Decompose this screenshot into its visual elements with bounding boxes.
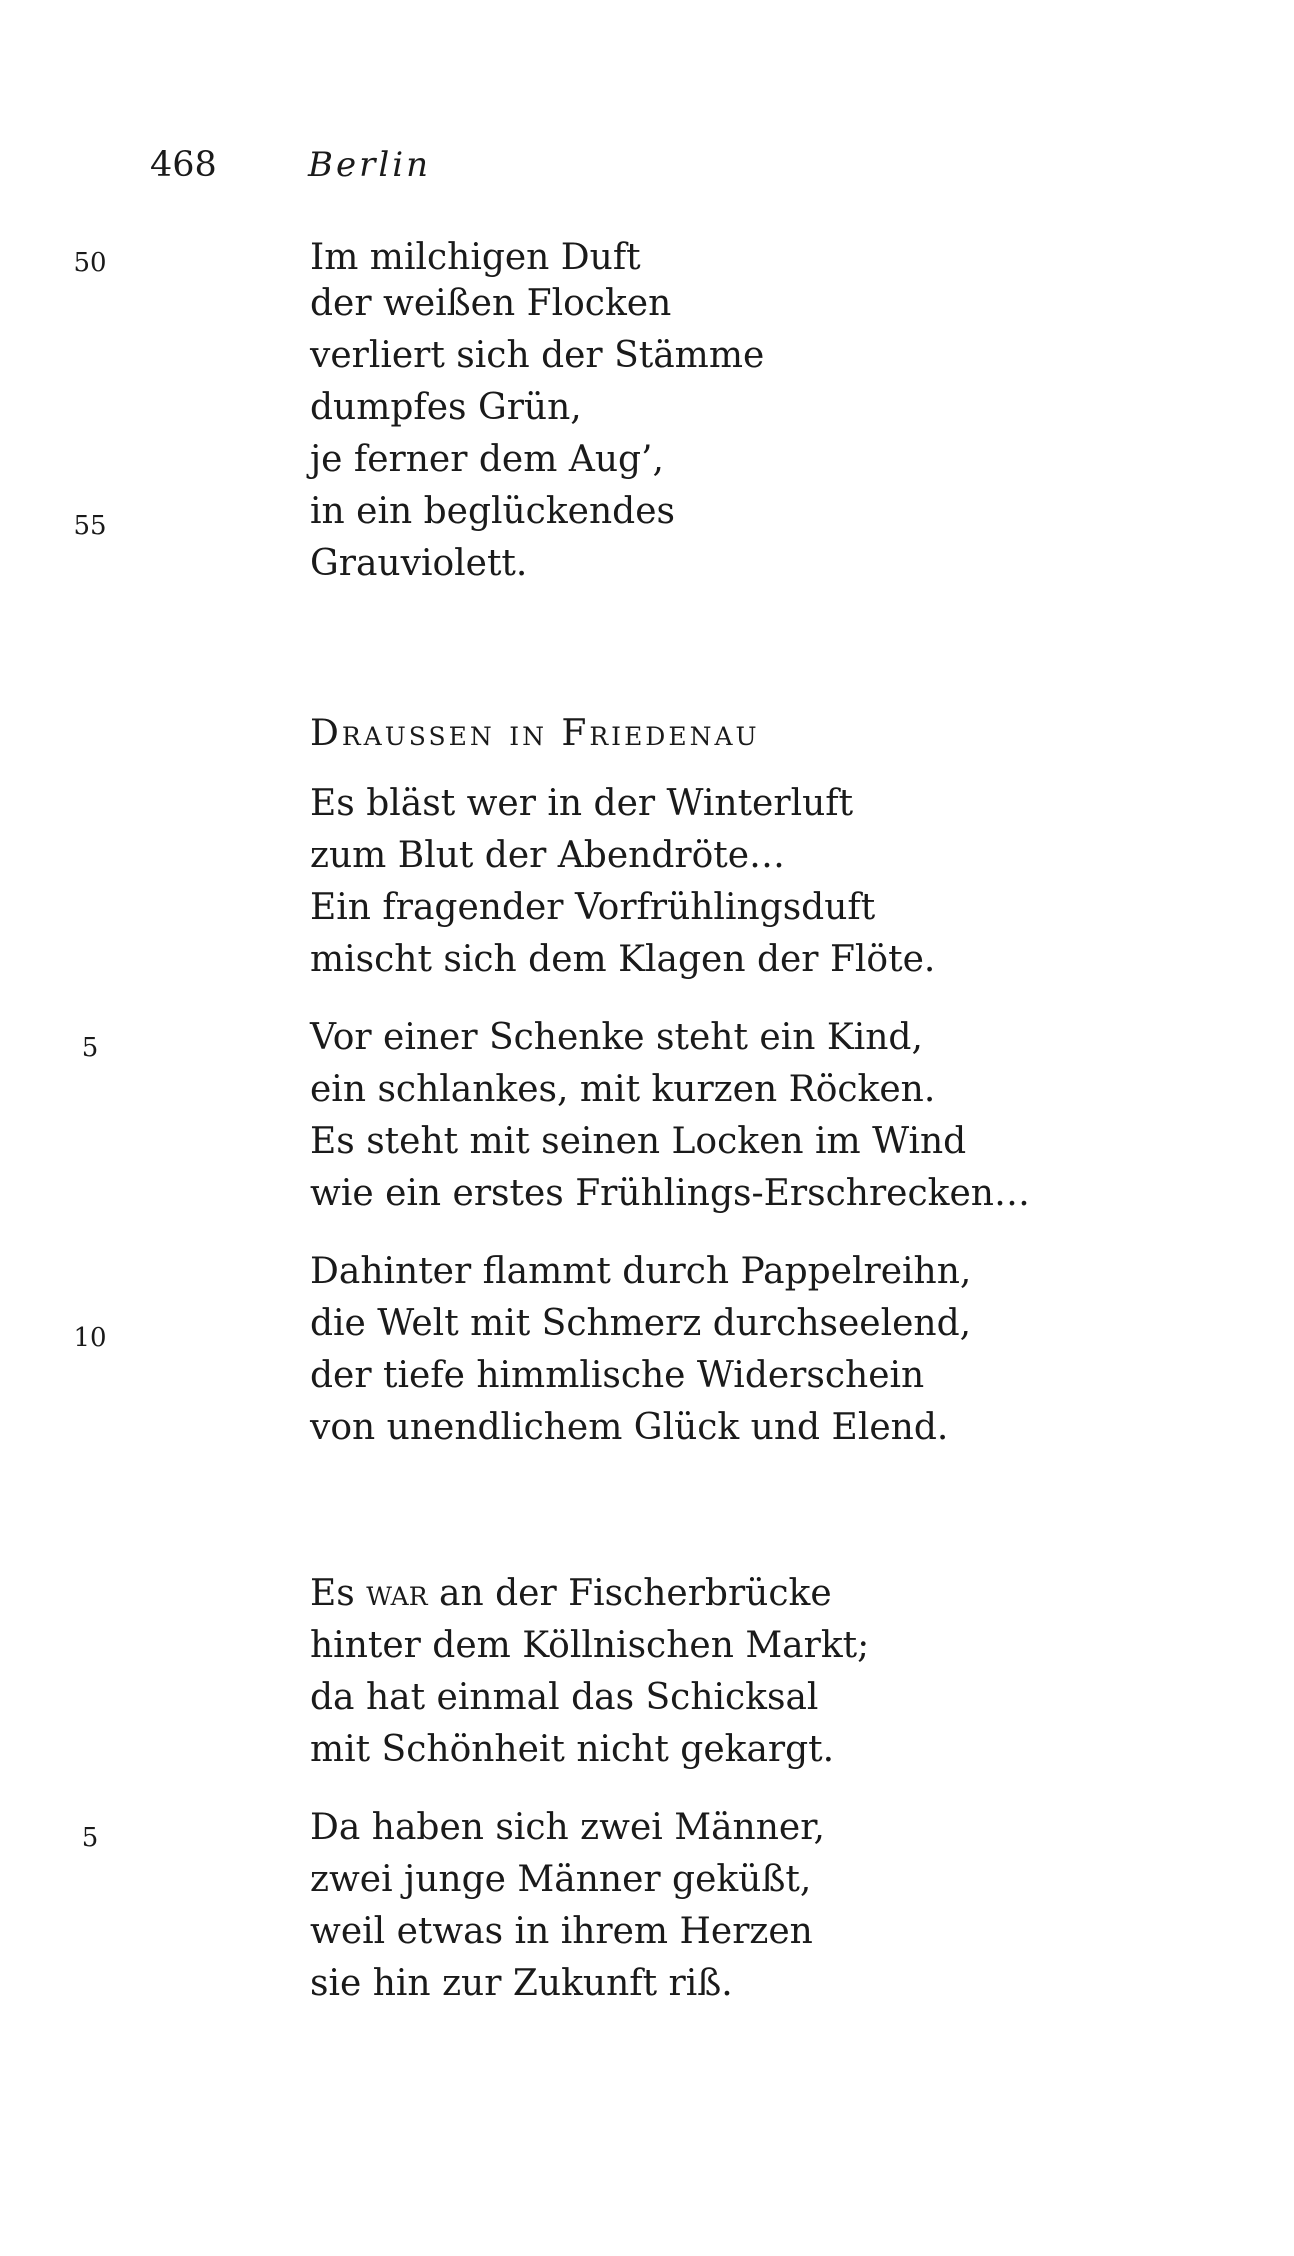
- line-number: 5: [81, 1033, 99, 1063]
- poem-title: Draussen in Friedenau: [310, 713, 760, 754]
- poem-line: der weißen Flocken: [310, 283, 672, 324]
- page-number: 468: [150, 145, 217, 185]
- poem-line: Im milchigen Duft: [310, 237, 641, 278]
- poem-line: mischt sich dem Klagen der Flöte.: [310, 939, 936, 980]
- poem-line: Es bläst wer in der Winterluft: [310, 783, 854, 824]
- line-number: 10: [73, 1323, 107, 1353]
- poem-line: Vor einer Schenke steht ein Kind,: [310, 1017, 923, 1058]
- poem-line: [310, 1572, 832, 1616]
- poem-line: zwei junge Männer geküßt,: [310, 1859, 812, 1900]
- poem-line: hinter dem Köllnischen Markt;: [310, 1625, 870, 1666]
- poem-line: sie hin zur Zukunft riß.: [310, 1963, 733, 2004]
- poem-line: mit Schönheit nicht gekargt.: [310, 1729, 835, 1770]
- poem-line: weil etwas in ihrem Herzen: [310, 1911, 813, 1952]
- first-word: Es: [310, 1573, 355, 1614]
- poem-line: Ein fragender Vorfrühlingsduft: [310, 887, 876, 928]
- poem-line: Grauviolett.: [310, 543, 528, 584]
- poem-line: Da haben sich zwei Männer,: [310, 1807, 825, 1848]
- line-number: 55: [73, 511, 107, 541]
- poem-line: da hat einmal das Schicksal: [310, 1677, 819, 1718]
- poem-line: verliert sich der Stämme: [310, 335, 765, 376]
- running-title: Berlin: [308, 145, 432, 185]
- poem-line: dumpfes Grün,: [310, 387, 582, 428]
- poem-line: wie ein erstes Frühlings-Erschrecken…: [310, 1173, 1030, 1214]
- poem-line: in ein beglückendes: [310, 491, 675, 532]
- poem-line: die Welt mit Schmerz durchseelend,: [310, 1303, 972, 1344]
- first-line-rest: an der Fischerbrücke: [439, 1573, 832, 1614]
- poem-line: zum Blut der Abendröte…: [310, 835, 786, 876]
- poem-line: je ferner dem Aug’,: [310, 439, 664, 480]
- poem-line: Dahinter flammt durch Pappelreihn,: [310, 1251, 972, 1292]
- poem-line: von unendlichem Glück und Elend.: [310, 1407, 949, 1448]
- poem-line: Es steht mit seinen Locken im Wind: [310, 1121, 967, 1162]
- poem-line: ein schlankes, mit kurzen Röcken.: [310, 1069, 936, 1110]
- line-number: 5: [81, 1823, 99, 1853]
- line-number: 50: [73, 248, 107, 278]
- poem-line: der tiefe himmlische Widerschein: [310, 1355, 925, 1396]
- first-word-caps: war: [366, 1573, 428, 1614]
